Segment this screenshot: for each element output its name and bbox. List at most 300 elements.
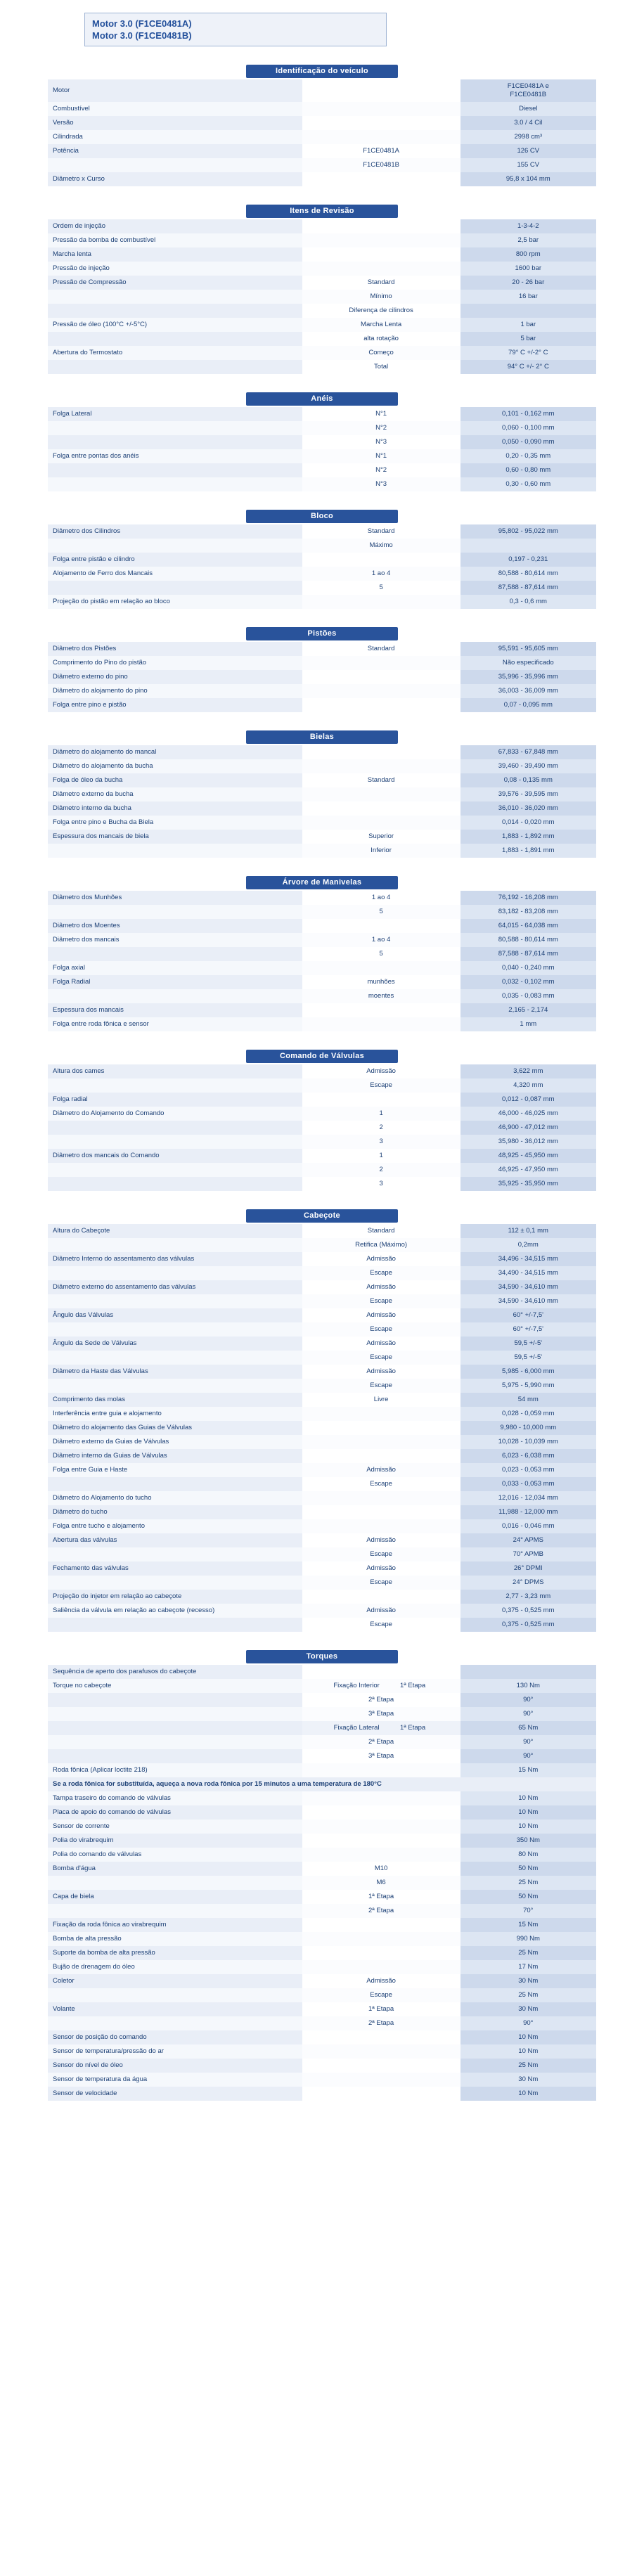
spec-label: Altura do Cabeçote bbox=[48, 1224, 302, 1238]
table-row bbox=[48, 1121, 596, 1135]
spec-label: Diâmetro do alojamento do mancal bbox=[48, 745, 302, 759]
spec-value: 35,980 - 36,012 mm bbox=[461, 1135, 596, 1149]
table-row bbox=[48, 933, 596, 947]
table-row bbox=[48, 1890, 596, 1904]
spec-value: 17 Nm bbox=[461, 1960, 596, 1974]
spec-label: Pressão de óleo (100°C +/-5°C) bbox=[48, 318, 302, 332]
spec-label bbox=[48, 1322, 302, 1337]
spec-value: 12,016 - 12,034 mm bbox=[461, 1491, 596, 1505]
table-row bbox=[48, 1421, 596, 1435]
spec-condition bbox=[302, 1763, 461, 1777]
spec-label bbox=[48, 1379, 302, 1393]
spec-condition: 1 bbox=[302, 1149, 461, 1163]
spec-condition: 3 bbox=[302, 1135, 461, 1149]
section bbox=[0, 876, 644, 1031]
spec-label: Espessura dos mancais bbox=[48, 1003, 302, 1017]
spec-condition bbox=[302, 116, 461, 130]
spec-value: 11,988 - 12,000 mm bbox=[461, 1505, 596, 1519]
table-row bbox=[48, 816, 596, 830]
spec-value: 39,576 - 39,595 mm bbox=[461, 787, 596, 801]
spec-condition: Standard bbox=[302, 276, 461, 290]
spec-condition bbox=[302, 1519, 461, 1533]
spec-label bbox=[48, 477, 302, 491]
spec-label: Polia do virabrequim bbox=[48, 1834, 302, 1848]
spec-label bbox=[48, 435, 302, 449]
spec-condition bbox=[302, 1435, 461, 1449]
table-row bbox=[48, 219, 596, 233]
spec-condition bbox=[302, 1017, 461, 1031]
table-row bbox=[48, 1463, 596, 1477]
spec-label: Capa de biela bbox=[48, 1890, 302, 1904]
spec-value: 0,060 - 0,100 mm bbox=[461, 421, 596, 435]
spec-label: Bomba d'água bbox=[48, 1862, 302, 1876]
spec-value: 26° DPMI bbox=[461, 1561, 596, 1576]
spec-value: 0,012 - 0,087 mm bbox=[461, 1093, 596, 1107]
spec-condition: 2ª Etapa bbox=[302, 1693, 461, 1707]
spec-label: Diâmetro dos mancais do Comando bbox=[48, 1149, 302, 1163]
spec-table bbox=[48, 1064, 596, 1191]
spec-condition: Admissão bbox=[302, 1561, 461, 1576]
spec-value: 0,014 - 0,020 mm bbox=[461, 816, 596, 830]
table-row bbox=[48, 1407, 596, 1421]
table-row bbox=[48, 1093, 596, 1107]
spec-label: Diâmetro dos Cilindros bbox=[48, 524, 302, 539]
spec-value: 10 Nm bbox=[461, 2044, 596, 2059]
table-row bbox=[48, 1238, 596, 1252]
spec-condition bbox=[302, 684, 461, 698]
spec-condition: N°2 bbox=[302, 463, 461, 477]
spec-condition: moentes bbox=[302, 989, 461, 1003]
table-row bbox=[48, 787, 596, 801]
spec-label: Folga entre pontas dos anéis bbox=[48, 449, 302, 463]
table-row bbox=[48, 276, 596, 290]
spec-condition: N°3 bbox=[302, 477, 461, 491]
spec-condition: 1 ao 4 bbox=[302, 933, 461, 947]
spec-condition bbox=[302, 1407, 461, 1421]
spec-value: 16 bar bbox=[461, 290, 596, 304]
section bbox=[0, 1209, 644, 1632]
sections-root bbox=[0, 65, 644, 2101]
spec-value: 90° bbox=[461, 1707, 596, 1721]
spec-value: 15 Nm bbox=[461, 1763, 596, 1777]
section-title: Bielas bbox=[246, 730, 398, 744]
spec-label: Folga entre Guia e Haste bbox=[48, 1463, 302, 1477]
spec-condition: Diferença de cilindros bbox=[302, 304, 461, 318]
spec-condition: 5 bbox=[302, 947, 461, 961]
spec-condition bbox=[302, 745, 461, 759]
spec-condition: 2 bbox=[302, 1163, 461, 1177]
spec-label: Combustível bbox=[48, 102, 302, 116]
spec-label bbox=[48, 1266, 302, 1280]
spec-label: Diâmetro dos Pistões bbox=[48, 642, 302, 656]
spec-label: Volante bbox=[48, 2002, 302, 2016]
table-row bbox=[48, 2059, 596, 2073]
spec-condition: Começo bbox=[302, 346, 461, 360]
spec-condition: Standard bbox=[302, 642, 461, 656]
spec-label: Fechamento das válvulas bbox=[48, 1561, 302, 1576]
table-row bbox=[48, 642, 596, 656]
table-row bbox=[48, 801, 596, 816]
spec-label: Folga Radial bbox=[48, 975, 302, 989]
spec-condition bbox=[302, 1848, 461, 1862]
section bbox=[0, 1650, 644, 2101]
spec-value: 95,8 x 104 mm bbox=[461, 172, 596, 186]
spec-condition: 2ª Etapa bbox=[302, 1904, 461, 1918]
spec-label: Tampa traseiro do comando de válvulas bbox=[48, 1791, 302, 1805]
spec-label bbox=[48, 1135, 302, 1149]
spec-label bbox=[48, 290, 302, 304]
table-row bbox=[48, 421, 596, 435]
spec-condition-step: 1ª Etapa bbox=[399, 1724, 426, 1732]
spec-value: 30 Nm bbox=[461, 2002, 596, 2016]
spec-label bbox=[48, 1988, 302, 2002]
table-row bbox=[48, 684, 596, 698]
spec-value: 79° C +/-2° C bbox=[461, 346, 596, 360]
spec-value: 800 rpm bbox=[461, 247, 596, 262]
spec-condition: F1CE0481B bbox=[302, 158, 461, 172]
spec-label: Projeção do pistão em relação ao bloco bbox=[48, 595, 302, 609]
spec-condition bbox=[302, 2087, 461, 2101]
spec-label bbox=[48, 1351, 302, 1365]
spec-label: Diâmetro externo do pino bbox=[48, 670, 302, 684]
spec-label: Folga entre pino e pistão bbox=[48, 698, 302, 712]
spec-condition bbox=[302, 801, 461, 816]
spec-table bbox=[48, 642, 596, 712]
spec-value bbox=[461, 539, 596, 553]
spec-condition: N°1 bbox=[302, 407, 461, 421]
table-row bbox=[48, 1848, 596, 1862]
spec-value: 50 Nm bbox=[461, 1862, 596, 1876]
spec-label bbox=[48, 332, 302, 346]
spec-value: 25 Nm bbox=[461, 1946, 596, 1960]
spec-label bbox=[48, 1618, 302, 1632]
spec-value: 46,900 - 47,012 mm bbox=[461, 1121, 596, 1135]
table-row bbox=[48, 1177, 596, 1191]
spec-condition bbox=[302, 172, 461, 186]
spec-condition: 1ª Etapa bbox=[302, 1890, 461, 1904]
table-row bbox=[48, 1449, 596, 1463]
table-row bbox=[48, 844, 596, 858]
spec-label: Sensor de temperatura/pressão do ar bbox=[48, 2044, 302, 2059]
spec-condition bbox=[302, 1932, 461, 1946]
table-row bbox=[48, 1735, 596, 1749]
spec-value: 20 - 26 bar bbox=[461, 276, 596, 290]
table-row bbox=[48, 463, 596, 477]
table-row bbox=[48, 698, 596, 712]
spec-condition: Total bbox=[302, 360, 461, 374]
spec-value: 0,375 - 0,525 mm bbox=[461, 1604, 596, 1618]
table-row bbox=[48, 1618, 596, 1632]
spec-condition: 5 bbox=[302, 905, 461, 919]
spec-label bbox=[48, 1735, 302, 1749]
table-row bbox=[48, 79, 596, 102]
spec-label bbox=[48, 1177, 302, 1191]
table-row bbox=[48, 1904, 596, 1918]
spec-label: Sensor do nível de óleo bbox=[48, 2059, 302, 2073]
spec-condition: Escape bbox=[302, 1477, 461, 1491]
spec-value: 60° +/-7,5' bbox=[461, 1308, 596, 1322]
spec-condition bbox=[302, 1665, 461, 1679]
spec-condition: Admissão bbox=[302, 1463, 461, 1477]
table-row bbox=[48, 1834, 596, 1848]
section bbox=[0, 510, 644, 609]
spec-value: 0,375 - 0,525 mm bbox=[461, 1618, 596, 1632]
spec-condition: Escape bbox=[302, 1547, 461, 1561]
table-row bbox=[48, 1107, 596, 1121]
spec-condition bbox=[302, 2030, 461, 2044]
spec-label: Suporte da bomba de alta pressão bbox=[48, 1946, 302, 1960]
section bbox=[0, 627, 644, 712]
spec-condition bbox=[302, 1590, 461, 1604]
table-row bbox=[48, 144, 596, 158]
spec-value: 3,622 mm bbox=[461, 1064, 596, 1078]
spec-condition bbox=[302, 1491, 461, 1505]
spec-label: Motor bbox=[48, 79, 302, 102]
spec-value: Diesel bbox=[461, 102, 596, 116]
spec-condition bbox=[302, 816, 461, 830]
spec-value: 0,050 - 0,090 mm bbox=[461, 435, 596, 449]
table-row bbox=[48, 595, 596, 609]
spec-label: Marcha lenta bbox=[48, 247, 302, 262]
spec-label: Pressão da bomba de combustível bbox=[48, 233, 302, 247]
table-row bbox=[48, 1224, 596, 1238]
table-row bbox=[48, 449, 596, 463]
spec-value: 60° +/-7,5' bbox=[461, 1322, 596, 1337]
spec-label: Diâmetro dos mancais bbox=[48, 933, 302, 947]
spec-label: Folga entre tucho e alojamento bbox=[48, 1519, 302, 1533]
spec-condition bbox=[302, 247, 461, 262]
table-row bbox=[48, 1576, 596, 1590]
spec-value: 2,165 - 2,174 bbox=[461, 1003, 596, 1017]
spec-value: 39,460 - 39,490 mm bbox=[461, 759, 596, 773]
spec-table bbox=[48, 745, 596, 858]
section-title: Cabeçote bbox=[246, 1209, 398, 1223]
spec-condition: Máximo bbox=[302, 539, 461, 553]
spec-value: 50 Nm bbox=[461, 1890, 596, 1904]
spec-label: Folga entre pino e Bucha da Biela bbox=[48, 816, 302, 830]
spec-label bbox=[48, 1121, 302, 1135]
spec-condition: Escape bbox=[302, 1294, 461, 1308]
spec-label: Espessura dos mancais de biela bbox=[48, 830, 302, 844]
spec-value: 5,985 - 6,000 mm bbox=[461, 1365, 596, 1379]
spec-condition: 3 bbox=[302, 1177, 461, 1191]
table-row bbox=[48, 1791, 596, 1805]
spec-label: Comprimento das molas bbox=[48, 1393, 302, 1407]
spec-condition bbox=[302, 656, 461, 670]
spec-table bbox=[48, 1665, 596, 2101]
section-title: Anéis bbox=[246, 392, 398, 406]
spec-value: 0,08 - 0,135 mm bbox=[461, 773, 596, 787]
spec-condition bbox=[302, 79, 461, 102]
spec-table bbox=[48, 1224, 596, 1632]
spec-label: Bomba de alta pressão bbox=[48, 1932, 302, 1946]
table-row bbox=[48, 1308, 596, 1322]
table-row bbox=[48, 1960, 596, 1974]
table-row bbox=[48, 1820, 596, 1834]
spec-condition bbox=[302, 233, 461, 247]
spec-label bbox=[48, 1477, 302, 1491]
spec-condition: Escape bbox=[302, 1618, 461, 1632]
table-row bbox=[48, 830, 596, 844]
table-row bbox=[48, 1763, 596, 1777]
spec-label: Polia do comando de válvulas bbox=[48, 1848, 302, 1862]
spec-condition: N°1 bbox=[302, 449, 461, 463]
spec-label: Sensor de posição do comando bbox=[48, 2030, 302, 2044]
spec-label: Altura dos cames bbox=[48, 1064, 302, 1078]
spec-value: 2998 cm³ bbox=[461, 130, 596, 144]
spec-label: Pressão de injeção bbox=[48, 262, 302, 276]
table-row bbox=[48, 2016, 596, 2030]
spec-value: 25 Nm bbox=[461, 2059, 596, 2073]
spec-condition: M6 bbox=[302, 1876, 461, 1890]
table-row bbox=[48, 1322, 596, 1337]
spec-condition: Admissão bbox=[302, 1064, 461, 1078]
spec-condition bbox=[302, 219, 461, 233]
section bbox=[0, 65, 644, 186]
table-row bbox=[48, 1393, 596, 1407]
spec-value: 130 Nm bbox=[461, 1679, 596, 1693]
spec-value: 10 Nm bbox=[461, 2030, 596, 2044]
spec-condition: M10 bbox=[302, 1862, 461, 1876]
spec-label bbox=[48, 1904, 302, 1918]
spec-condition: Escape bbox=[302, 1266, 461, 1280]
table-row bbox=[48, 477, 596, 491]
table-row bbox=[48, 1932, 596, 1946]
spec-sheet-page bbox=[0, 13, 644, 2101]
table-row bbox=[48, 2073, 596, 2087]
table-row bbox=[48, 553, 596, 567]
table-row bbox=[48, 1533, 596, 1547]
spec-label: Diâmetro interno da Guias de Válvulas bbox=[48, 1449, 302, 1463]
table-row bbox=[48, 1721, 596, 1735]
spec-condition bbox=[302, 1505, 461, 1519]
spec-condition: 5 bbox=[302, 581, 461, 595]
table-row bbox=[48, 1435, 596, 1449]
spec-value: 0,197 - 0,231 bbox=[461, 553, 596, 567]
spec-label: Roda fônica (Aplicar loctite 218) bbox=[48, 1763, 302, 1777]
spec-table bbox=[48, 79, 596, 186]
spec-value: 0,30 - 0,60 mm bbox=[461, 477, 596, 491]
spec-value: 2,5 bar bbox=[461, 233, 596, 247]
spec-label: Sensor de corrente bbox=[48, 1820, 302, 1834]
table-row bbox=[48, 102, 596, 116]
spec-value: 94° C +/- 2° C bbox=[461, 360, 596, 374]
table-row bbox=[48, 1679, 596, 1693]
spec-label: Diâmetro do Alojamento do Comando bbox=[48, 1107, 302, 1121]
spec-value: 10 Nm bbox=[461, 1791, 596, 1805]
spec-condition bbox=[302, 1093, 461, 1107]
spec-value: F1CE0481A e F1CE0481B bbox=[461, 79, 596, 102]
spec-label bbox=[48, 989, 302, 1003]
spec-label: Cilindrada bbox=[48, 130, 302, 144]
spec-value: 0,023 - 0,053 mm bbox=[461, 1463, 596, 1477]
engine-title-line-2: Motor 3.0 (F1CE0481B) bbox=[92, 30, 192, 41]
spec-condition bbox=[302, 2073, 461, 2087]
spec-value: 80,588 - 80,614 mm bbox=[461, 933, 596, 947]
table-row bbox=[48, 1003, 596, 1017]
spec-label bbox=[48, 1707, 302, 1721]
table-row bbox=[48, 1294, 596, 1308]
table-row bbox=[48, 1266, 596, 1280]
table-row bbox=[48, 1337, 596, 1351]
spec-condition bbox=[302, 595, 461, 609]
spec-label bbox=[48, 1238, 302, 1252]
section bbox=[0, 205, 644, 374]
spec-value: 5 bar bbox=[461, 332, 596, 346]
spec-value bbox=[461, 304, 596, 318]
spec-value: 10,028 - 10,039 mm bbox=[461, 1435, 596, 1449]
spec-table bbox=[48, 219, 596, 374]
spec-condition: Escape bbox=[302, 1576, 461, 1590]
spec-value: 1 mm bbox=[461, 1017, 596, 1031]
spec-label bbox=[48, 1547, 302, 1561]
spec-label bbox=[48, 421, 302, 435]
spec-value: 990 Nm bbox=[461, 1932, 596, 1946]
spec-condition: Admissão bbox=[302, 1365, 461, 1379]
spec-label bbox=[48, 1721, 302, 1735]
spec-value: 0,032 - 0,102 mm bbox=[461, 975, 596, 989]
spec-label: Diâmetro interno da bucha bbox=[48, 801, 302, 816]
section-title: Árvore de Manivelas bbox=[246, 876, 398, 889]
table-row bbox=[48, 989, 596, 1003]
table-row bbox=[48, 1477, 596, 1491]
spec-condition: 2ª Etapa bbox=[302, 2016, 461, 2030]
spec-value: 24° APMS bbox=[461, 1533, 596, 1547]
spec-label: Placa de apoio do comando de válvulas bbox=[48, 1805, 302, 1820]
spec-value: 34,490 - 34,515 mm bbox=[461, 1266, 596, 1280]
spec-condition bbox=[302, 1805, 461, 1820]
table-row bbox=[48, 304, 596, 318]
spec-label: Diâmetro do alojamento do pino bbox=[48, 684, 302, 698]
spec-value: 1,883 - 1,891 mm bbox=[461, 844, 596, 858]
table-row bbox=[48, 1491, 596, 1505]
table-row bbox=[48, 1351, 596, 1365]
table-row bbox=[48, 1862, 596, 1876]
spec-value: 34,590 - 34,610 mm bbox=[461, 1280, 596, 1294]
spec-value: 4,320 mm bbox=[461, 1078, 596, 1093]
spec-value: 0,60 - 0,80 mm bbox=[461, 463, 596, 477]
table-row bbox=[48, 233, 596, 247]
spec-condition: 1 bbox=[302, 1107, 461, 1121]
table-row bbox=[48, 1561, 596, 1576]
table-row bbox=[48, 2044, 596, 2059]
spec-condition: Mínimo bbox=[302, 290, 461, 304]
table-row bbox=[48, 2030, 596, 2044]
table-row bbox=[48, 1280, 596, 1294]
spec-label bbox=[48, 844, 302, 858]
spec-condition: munhões bbox=[302, 975, 461, 989]
table-row bbox=[48, 1547, 596, 1561]
section bbox=[0, 730, 644, 858]
spec-label: Abertura do Termostato bbox=[48, 346, 302, 360]
spec-value: 350 Nm bbox=[461, 1834, 596, 1848]
spec-value: 90° bbox=[461, 1693, 596, 1707]
spec-value: 0,035 - 0,083 mm bbox=[461, 989, 596, 1003]
spec-value: 0,028 - 0,059 mm bbox=[461, 1407, 596, 1421]
table-row bbox=[48, 1379, 596, 1393]
table-row bbox=[48, 346, 596, 360]
spec-condition: Standard bbox=[302, 1224, 461, 1238]
spec-value: 15 Nm bbox=[461, 1918, 596, 1932]
spec-value: 1-3-4-2 bbox=[461, 219, 596, 233]
spec-label: Diâmetro do Alojamento do tucho bbox=[48, 1491, 302, 1505]
table-row bbox=[48, 975, 596, 989]
table-row bbox=[48, 2002, 596, 2016]
spec-condition: Admissão bbox=[302, 1252, 461, 1266]
spec-condition: N°2 bbox=[302, 421, 461, 435]
spec-value: 95,591 - 95,605 mm bbox=[461, 642, 596, 656]
spec-value: 24° DPMS bbox=[461, 1576, 596, 1590]
